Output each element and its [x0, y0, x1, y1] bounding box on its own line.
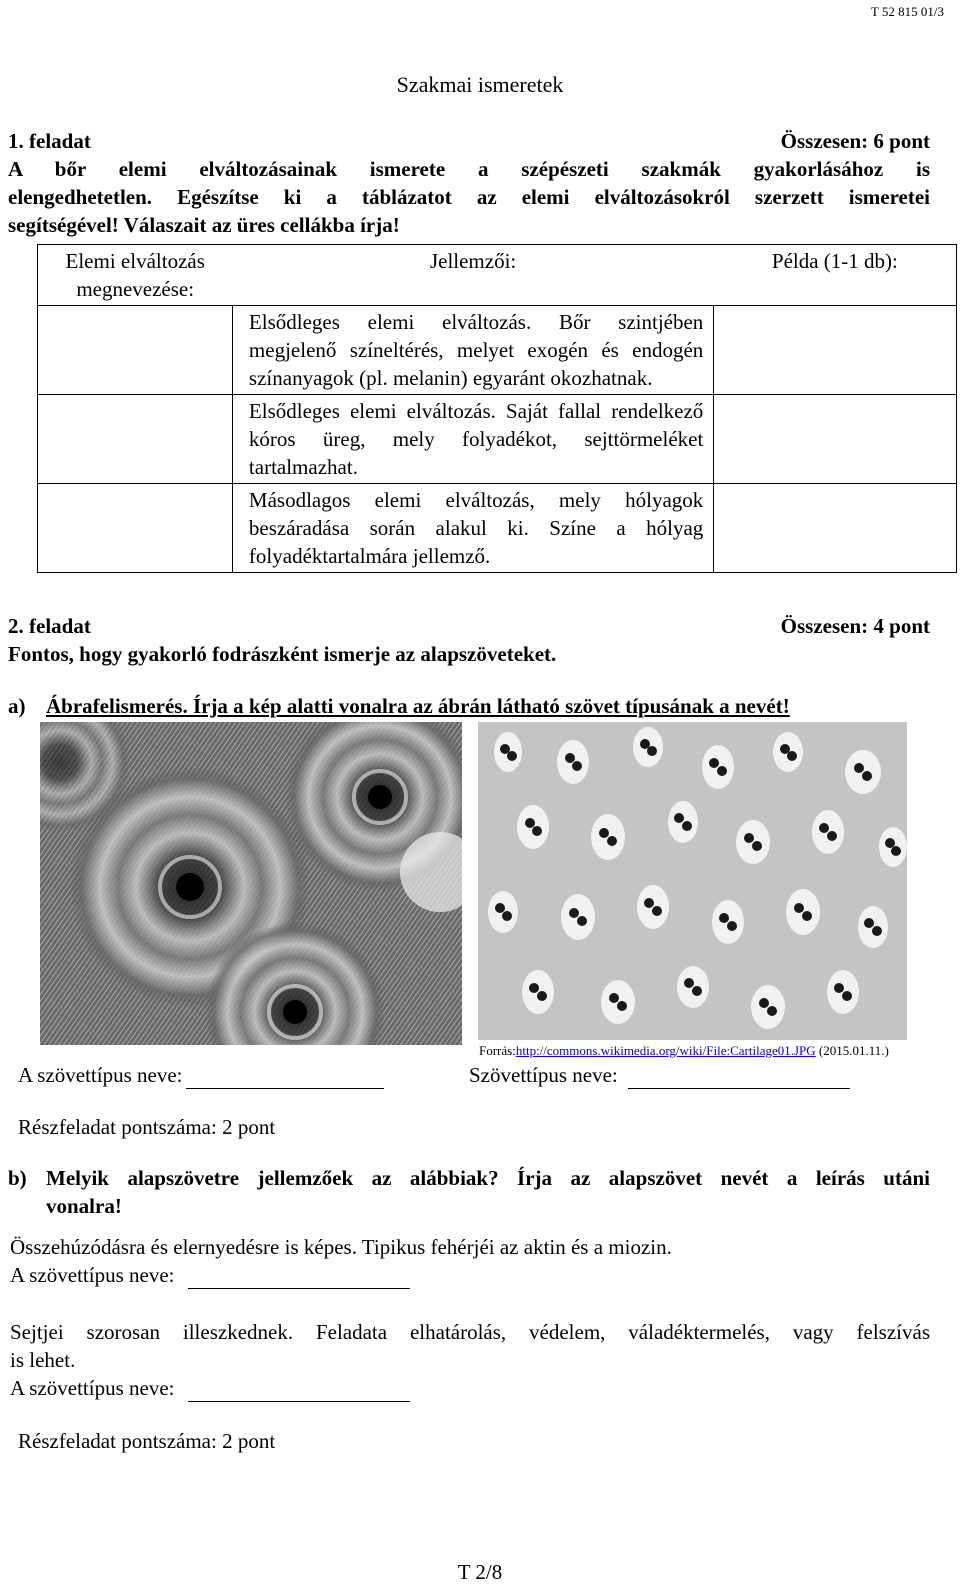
section-title: Szakmai ismeretek	[396, 72, 564, 97]
bone-tissue-image	[40, 722, 462, 1045]
task1-intro-line2: elengedhetetlen. Egészítse ki a táblázatot az elemi elváltozásokról szerzett ismeretei	[8, 185, 930, 209]
header-characteristics: Jellemzői:	[232, 245, 713, 306]
source-link[interactable]: http://commons.wikimedia.org/wiki/File:Cartilage01.JPG	[515, 1043, 816, 1058]
item2-text-1: Sejtjei szorosan illeszkednek. Feladata elhatárolás, védelem, váladéktermelés, vagy felszívás	[10, 1320, 930, 1344]
task1-points: Összesen: 6 pont	[780, 129, 930, 153]
subscore-a: Részfeladat pontszáma: 2 pont	[18, 1115, 276, 1139]
answer-cell-name-2[interactable]	[38, 395, 233, 484]
document-code: T 52 815 01/3	[870, 4, 944, 19]
header-name: Elemi elváltozás megnevezése:	[38, 245, 233, 306]
subscore-b: Részfeladat pontszáma: 2 pont	[18, 1429, 276, 1453]
task2-header	[8, 612, 930, 640]
task2b-text-1: Melyik alapszövetre jellemzőek az alábbiak? Írja az alapszövet nevét a leírás utáni	[46, 1166, 930, 1190]
page-number: T 2/8	[457, 1560, 503, 1584]
task2-points: Összesen: 4 pont	[780, 614, 930, 638]
task2-label: 2. feladat	[8, 614, 91, 638]
task1-header	[8, 127, 930, 155]
answer-left	[18, 1061, 384, 1089]
answer-cell-example-2[interactable]	[714, 395, 957, 484]
item1-answer-line[interactable]	[188, 1288, 410, 1289]
source-date: (2015.01.11.)	[815, 1043, 889, 1058]
task2b-instruction	[8, 1164, 930, 1220]
header-example: Példa (1-1 db):	[714, 245, 957, 306]
source-prefix: Forrás:	[479, 1043, 516, 1058]
answer-left-label: A szövettípus neve:	[18, 1063, 183, 1087]
cartilage-micrograph	[478, 722, 907, 1040]
bone-tissue-micrograph	[40, 722, 462, 1045]
answer-cell-example-1[interactable]	[714, 306, 957, 395]
task2a-text: Ábrafelismerés. Írja a kép alatti vonalra az ábrán látható szövet típusának a nevét!	[46, 694, 790, 718]
item2-answer-line[interactable]	[188, 1401, 410, 1402]
answer-cell-name-1[interactable]	[38, 306, 233, 395]
answer-cell-name-3[interactable]	[38, 484, 233, 573]
table-header-row	[38, 245, 957, 306]
task1-table	[37, 244, 957, 573]
row-description-2: Elsődleges elemi elváltozás. Saját fallal rendelkező kóros üreg, mely folyadékot, sejttörmeléket tartalmazhat.	[232, 395, 713, 484]
table-row	[38, 395, 957, 484]
answer-right-label: Szövettípus neve:	[469, 1063, 618, 1087]
answer-line-right[interactable]	[628, 1088, 850, 1089]
row-description-3: Másodlagos elemi elváltozás, mely hólyagok beszáradása során alakul ki. Színe a hólyag folyadéktartalmára jellemző.	[232, 484, 713, 573]
item2-description	[10, 1318, 930, 1374]
answer-line-left[interactable]	[186, 1088, 384, 1089]
item1-answer	[10, 1261, 410, 1289]
answer-right	[469, 1061, 850, 1089]
task2-intro: Fontos, hogy gyakorló fodrászként ismerje az alapszöveteket.	[8, 642, 557, 666]
task1-intro-line3	[8, 211, 930, 239]
task2a-marker: a)	[8, 694, 26, 718]
task2a-instruction	[8, 692, 948, 720]
image-source	[479, 1043, 959, 1059]
task1-label: 1. feladat	[8, 129, 91, 153]
item2-answer	[10, 1374, 410, 1402]
cartilage-tissue-image	[478, 722, 907, 1040]
item2-text-2: is lehet.	[10, 1348, 76, 1372]
task2b-marker: b)	[8, 1166, 27, 1190]
task2b-text-2: vonalra!	[46, 1194, 122, 1218]
item2-label: A szövettípus neve:	[10, 1376, 175, 1400]
table-row	[38, 484, 957, 573]
task1-intro-text-3: segítségével! Válaszait az üres cellákba írja!	[8, 213, 400, 237]
row-description-1: Elsődleges elemi elváltozás. Bőr szintjében megjelenő színeltérés, melyet exogén és endogén színanyagok (pl. melanin) egyaránt okozhatnak.	[232, 306, 713, 395]
answer-cell-example-3[interactable]	[714, 484, 957, 573]
task1-intro-line1-bold: A bőr elemi elváltozásainak ismerete a szépészeti szakmák gyakorlásához is	[8, 157, 930, 181]
table-row	[38, 306, 957, 395]
item1-label: A szövettípus neve:	[10, 1263, 175, 1287]
item1-description: Összehúzódásra és elernyedésre is képes. Tipikus fehérjéi az aktin és a miozin.	[10, 1235, 672, 1259]
